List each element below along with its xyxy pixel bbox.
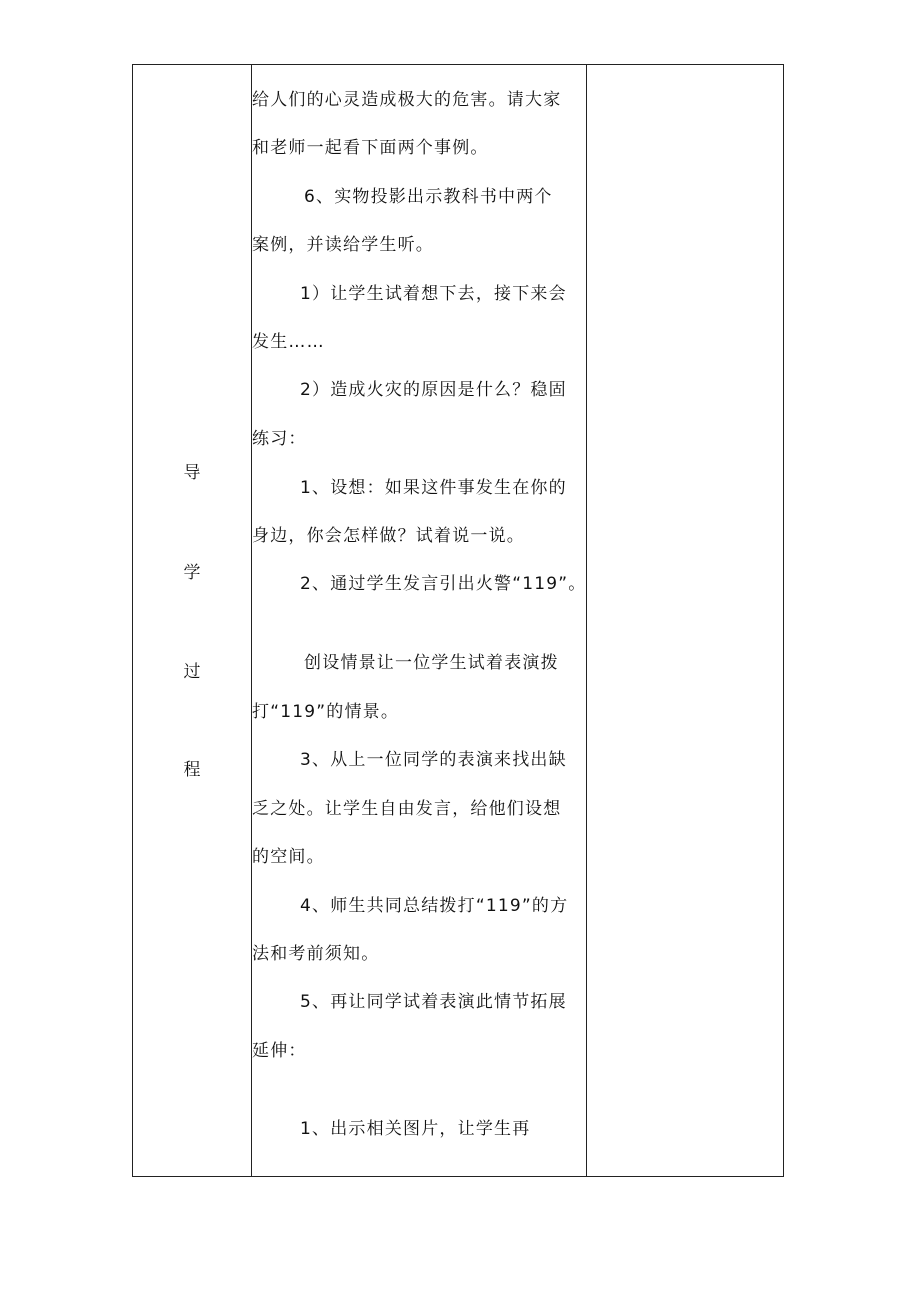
section-label-char: 导: [183, 463, 201, 483]
text-line: 5、再让同学试着表演此情节拓展: [300, 992, 567, 1012]
text-line: 1、出示相关图片，让学生再: [300, 1119, 531, 1139]
text-line: 乏之处。让学生自由发言，给他们设想: [252, 799, 562, 819]
text-line: 练习：: [252, 429, 307, 449]
text-line: 的空间。: [252, 847, 325, 867]
text-line: 案例，并读给学生听。: [252, 235, 434, 255]
text-line: 延伸：: [252, 1041, 307, 1061]
text-line: 发生……: [252, 332, 325, 352]
section-label-char: 程: [183, 760, 201, 780]
section-label-column: [133, 65, 251, 1176]
text-line: 创设情景让一位学生试着表演拨: [304, 653, 559, 673]
text-line: 6、实物投影出示教科书中两个: [304, 187, 553, 207]
text-line: 身边，你会怎样做？试着说一说。: [252, 526, 525, 546]
text-line: 1、设想：如果这件事发生在你的: [300, 478, 567, 498]
text-line: 2）造成火灾的原因是什么？稳固: [300, 380, 567, 400]
notes-column: [587, 65, 783, 1176]
text-line: 打“119”的情景。: [252, 702, 400, 722]
text-line: 法和考前须知。: [252, 944, 380, 964]
text-line: 1）让学生试着想下去，接下来会: [300, 284, 567, 304]
text-line: 和老师一起看下面两个事例。: [252, 138, 489, 158]
text-line: 给人们的心灵造成极大的危害。请大家: [252, 90, 562, 110]
text-line: 3、从上一位同学的表演来找出缺: [300, 750, 567, 770]
section-label-char: 过: [183, 662, 201, 682]
section-label-char: 学: [183, 563, 201, 583]
text-line: 4、师生共同总结拨打“119”的方: [300, 896, 569, 916]
lesson-table: [132, 64, 784, 1177]
text-line: 2、通过学生发言引出火警“119”。: [300, 574, 587, 594]
